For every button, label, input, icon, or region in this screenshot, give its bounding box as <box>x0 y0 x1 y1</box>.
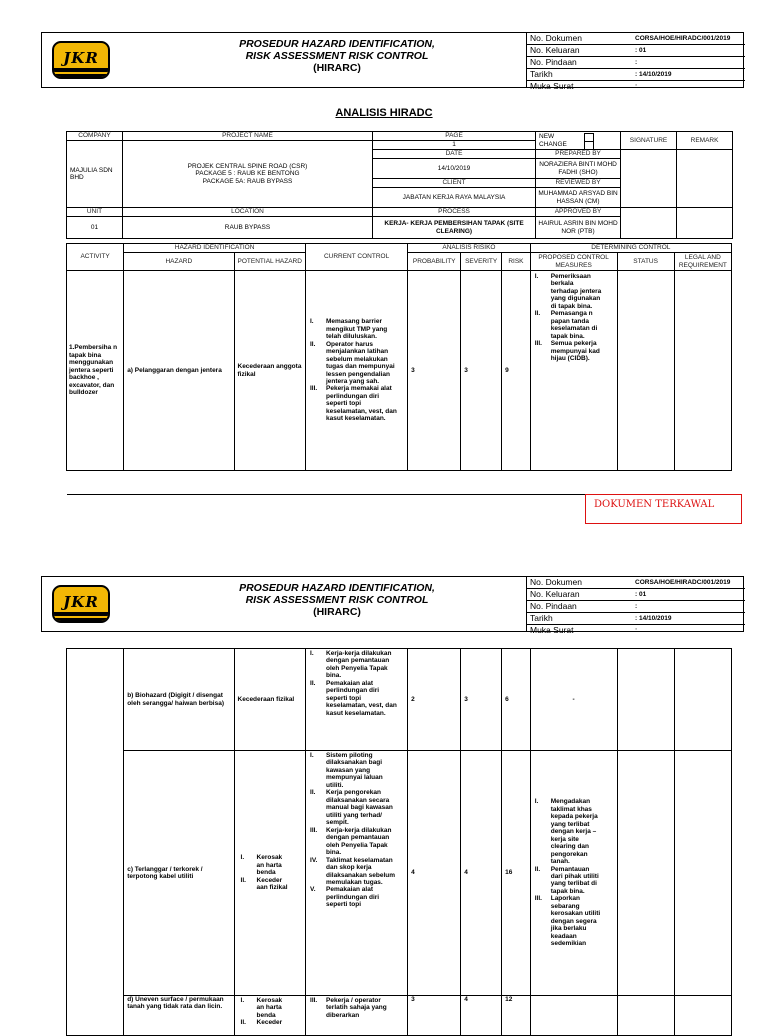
current-control-cell <box>306 751 408 996</box>
col-analisis-risiko: ANALISIS RISIKO <box>408 244 531 253</box>
meta-value: CORSA/HOE/HIRADC/001/2019 <box>635 35 731 42</box>
unit-value: 01 <box>67 217 123 239</box>
meta-key: Muka Surat <box>530 625 574 635</box>
meta-key: No. Dokumen <box>530 33 582 43</box>
logo-text: JKR <box>63 593 99 611</box>
col-risk: RISK <box>502 253 531 271</box>
reviewed-label: REVIEWED BY <box>536 179 621 188</box>
page-label: PAGE <box>373 132 536 141</box>
change-checkbox[interactable] <box>584 141 594 150</box>
control-item: I. Memasang barrier mengikut TMP yang telah diluluskan. <box>310 318 388 341</box>
control-item: III. Pekerja / operator terlatih sahaja yang diberarkan <box>310 997 387 1019</box>
meta-key: No. Dokumen <box>530 577 582 587</box>
proposed-item: III. Laporkan sebarang kerosakan utiliti dengan segera jika berlaku keadaan sedemikian <box>534 895 601 948</box>
proposed-control-cell: - <box>530 649 617 751</box>
col-current-control: CURRENT CONTROL <box>306 244 408 271</box>
severity-cell: 4 <box>461 996 502 1036</box>
project-label: PROJECT NAME <box>123 132 373 141</box>
procedure-title-line2: RISK ASSESSMENT RISK CONTROL <box>245 50 429 62</box>
col-activity: ACTIVITY <box>67 244 124 271</box>
remark-label: REMARK <box>677 132 733 150</box>
control-item: II. Operator harus menjalankan latihan sebelum melakukan tugas dan mempunyai lessen pengendalian jentera yang sah. <box>310 340 395 385</box>
probability-cell: 3 <box>408 996 461 1036</box>
meta-value: : <box>635 627 638 634</box>
meta-value: : 01 <box>635 591 647 598</box>
reviewed-value: MUHAMMAD ARSYAD BIN HASSAN (CM) <box>536 188 621 208</box>
procedure-title <box>212 582 462 618</box>
jkr-logo <box>52 41 110 79</box>
col-legal: LEGAL AND REQUIREMENT <box>674 253 731 271</box>
prepared-value: NORAZIERA BINTI MOHD FADHI (SHO) <box>536 159 621 179</box>
probability-cell: 4 <box>408 751 461 996</box>
meta-value: : 14/10/2019 <box>635 615 672 622</box>
current-control-cell <box>306 649 408 751</box>
signature-label: SIGNATURE <box>621 132 677 150</box>
meta-key: No. Keluaran <box>530 589 580 599</box>
control-item: III. Kerja-kerja dilakukan dengan pemantauan oleh Penyelia Tapak bina. <box>310 826 392 857</box>
status-cell <box>617 271 674 471</box>
meta-key: No. Keluaran <box>530 45 580 55</box>
controlled-document-stamp: DOKUMEN TERKAWAL <box>585 494 742 524</box>
hirarc-table-page2 <box>66 648 732 1036</box>
change-label: CHANGE <box>539 140 567 148</box>
meta-key: No. Pindaan <box>530 57 577 67</box>
document-meta <box>526 33 745 91</box>
col-determining-control: DETERMINING CONTROL <box>530 244 731 253</box>
current-control-cell <box>306 996 408 1036</box>
control-item: V. Pemakaian alat perlindungan diri seperti topi <box>310 886 380 909</box>
company-value: MAJULIA SDN BHD <box>67 141 123 208</box>
page-value: 1 <box>373 141 536 150</box>
col-hazard-identification: HAZARD IDENTIFICATION <box>124 244 306 253</box>
severity-cell: 4 <box>461 751 502 996</box>
hazard-cell: c) Terlanggar / terkorek / terpotong kabel utiliti <box>124 751 234 996</box>
current-control-cell <box>306 271 408 471</box>
col-potential-hazard: POTENTIAL HAZARD <box>234 253 306 271</box>
proposed-item: II. Pemantauan dari pihak utiliti yang terlibat di tapak bina. <box>534 865 599 895</box>
document-header <box>41 32 744 91</box>
section-title: ANALISIS HIRADC <box>335 107 433 119</box>
legal-cell <box>674 271 731 471</box>
risk-cell: 9 <box>502 271 531 471</box>
potential-item: II. Keceder <box>240 1019 283 1027</box>
proposed-item: II. Pemasanga n papan tanda keselamatan di tapak bina. <box>534 310 598 340</box>
procedure-title-line3: (HIRARC) <box>313 62 361 74</box>
approved-value: HAIRUL ASRIN BIN MOHD NOR (PTB) <box>536 217 621 239</box>
col-proposed-control: PROPOSED CONTROL MEASURES <box>530 253 617 271</box>
company-label: COMPANY <box>67 132 123 141</box>
potential-hazard-cell <box>234 751 306 996</box>
control-item: I. Sistem piloting dilaksanakan bagi kawasan yang mempunyai laluan utiliti. <box>310 752 383 789</box>
procedure-title-line1: PROSEDUR HAZARD IDENTIFICATION, <box>239 582 435 594</box>
procedure-title-line2: RISK ASSESSMENT RISK CONTROL <box>245 594 429 606</box>
location-label: LOCATION <box>123 208 373 217</box>
proposed-control-cell <box>530 996 617 1036</box>
potential-item: I. Kerosak an harta benda <box>240 854 283 877</box>
hirarc-table <box>66 243 732 471</box>
approved-label: APPROVED BY <box>536 208 621 217</box>
hazard-cell: d) Uneven surface / permukaan tanah yang tidak rata dan licin. <box>124 996 234 1036</box>
prepared-label: PREPARED BY <box>536 150 621 159</box>
status-cell <box>617 649 674 751</box>
risk-cell: 12 <box>502 996 531 1036</box>
probability-cell: 2 <box>408 649 461 751</box>
activity-cell <box>67 649 124 1036</box>
proposed-item: I. Pemeriksaan berkala terhadap jentera yang digunakan di tapak bina. <box>534 273 602 310</box>
meta-value: : <box>635 59 638 66</box>
table-row <box>67 751 732 996</box>
meta-value: CORSA/HOE/HIRADC/001/2019 <box>635 579 731 586</box>
new-label: NEW <box>539 133 555 141</box>
document-header-page2 <box>41 576 744 635</box>
procedure-title-line3: (HIRARC) <box>313 606 361 618</box>
potential-hazard-cell: Kecederaan fizikal <box>234 649 306 751</box>
document-meta <box>526 577 745 635</box>
hazard-cell: b) Biohazard (Digigit / disengat oleh serangga/ haiwan berbisa) <box>124 649 234 751</box>
table-row <box>67 649 732 751</box>
status-cell <box>617 751 674 996</box>
project-line3: PACKAGE 5A: RAUB BYPASS <box>202 177 293 185</box>
proposed-item: I. Mengadakan taklimat khas kepada pekerja yang terlibat dengan kerja – kerja site clearing dan pengorekan tanah. <box>534 798 598 866</box>
location-value: RAUB BYPASS <box>123 217 373 239</box>
meta-value: : <box>635 603 638 610</box>
meta-value: : 01 <box>635 47 647 54</box>
date-value: 14/10/2019 <box>373 159 536 179</box>
legal-cell <box>674 996 731 1036</box>
meta-value: : 14/10/2019 <box>635 71 672 78</box>
table-row <box>67 271 732 471</box>
status-cell <box>617 996 674 1036</box>
project-line1: PROJEK CENTRAL SPINE ROAD (CSR) <box>187 162 308 170</box>
meta-key: Tarikh <box>530 613 553 623</box>
proposed-control-cell <box>530 751 617 996</box>
jkr-logo <box>52 585 110 623</box>
control-item: I. Kerja-kerja dilakukan dengan pemantauan oleh Penyelia Tapak bina. <box>310 650 392 680</box>
severity-cell: 3 <box>461 649 502 751</box>
control-item: II. Pemakaian alat perlindungan diri seperti topi keselamatan, vest, dan kasut keselamatan. <box>310 679 397 717</box>
new-change-cell <box>536 132 621 150</box>
date-label: DATE <box>373 150 536 159</box>
client-label: CLIENT <box>373 179 536 188</box>
proposed-control-cell <box>530 271 617 471</box>
proposed-item: III. Semua pekerja mempunyai kad hijau (CIDB). <box>534 340 600 363</box>
potential-item: I. Kerosak an harta benda <box>240 997 283 1019</box>
meta-key: Tarikh <box>530 69 553 79</box>
risk-cell: 16 <box>502 751 531 996</box>
process-value: KERJA- KERJA PEMBERSIHAN TAPAK (SITE CLEARING) <box>373 217 536 239</box>
col-hazard: HAZARD <box>124 253 234 271</box>
control-item: IV. Taklimat keselamatan dan skop kerja dilaksanakan sebelum memulakan tugas. <box>310 856 396 886</box>
info-table <box>66 131 733 239</box>
project-line2: PACKAGE 5 : RAUB KE BENTONG <box>195 170 300 178</box>
legal-cell <box>674 649 731 751</box>
meta-key: Muka Surat <box>530 81 574 91</box>
procedure-title <box>212 38 462 74</box>
col-status: STATUS <box>617 253 674 271</box>
client-value: JABATAN KERJA RAYA MALAYSIA <box>373 188 536 208</box>
potential-item: II. Keceder aan fizikal <box>240 876 288 892</box>
process-label: PROCESS <box>373 208 536 217</box>
hazard-cell: a) Pelanggaran dengan jentera <box>124 271 234 471</box>
table-row <box>67 996 732 1036</box>
col-severity: SEVERITY <box>461 253 502 271</box>
control-item: III. Pekerja memakai alat perlindungan diri seperti topi keselamatan, vest, dan kasut keselamatan. <box>310 385 397 423</box>
potential-hazard-cell <box>234 996 306 1036</box>
activity-cell: 1.Pembersiha n tapak bina menggunakan jentera seperti backhoe , excavator, dan bulldozer <box>67 271 124 471</box>
legal-cell <box>674 751 731 996</box>
risk-cell: 6 <box>502 649 531 751</box>
probability-cell: 3 <box>408 271 461 471</box>
severity-cell: 3 <box>461 271 502 471</box>
meta-key: No. Pindaan <box>530 601 577 611</box>
unit-label: UNIT <box>67 208 123 217</box>
procedure-title-line1: PROSEDUR HAZARD IDENTIFICATION, <box>239 38 435 50</box>
col-probability: PROBABILITY <box>408 253 461 271</box>
meta-value: : <box>635 83 638 90</box>
project-value <box>123 141 373 208</box>
potential-hazard-cell: Kecederaan anggota fizikal <box>234 271 306 471</box>
logo-text: JKR <box>63 49 99 67</box>
control-item: II. Kerja pengorekan dilaksanakan secara manual bagi kawasan utiliti yang terhad/ sempit. <box>310 789 393 827</box>
